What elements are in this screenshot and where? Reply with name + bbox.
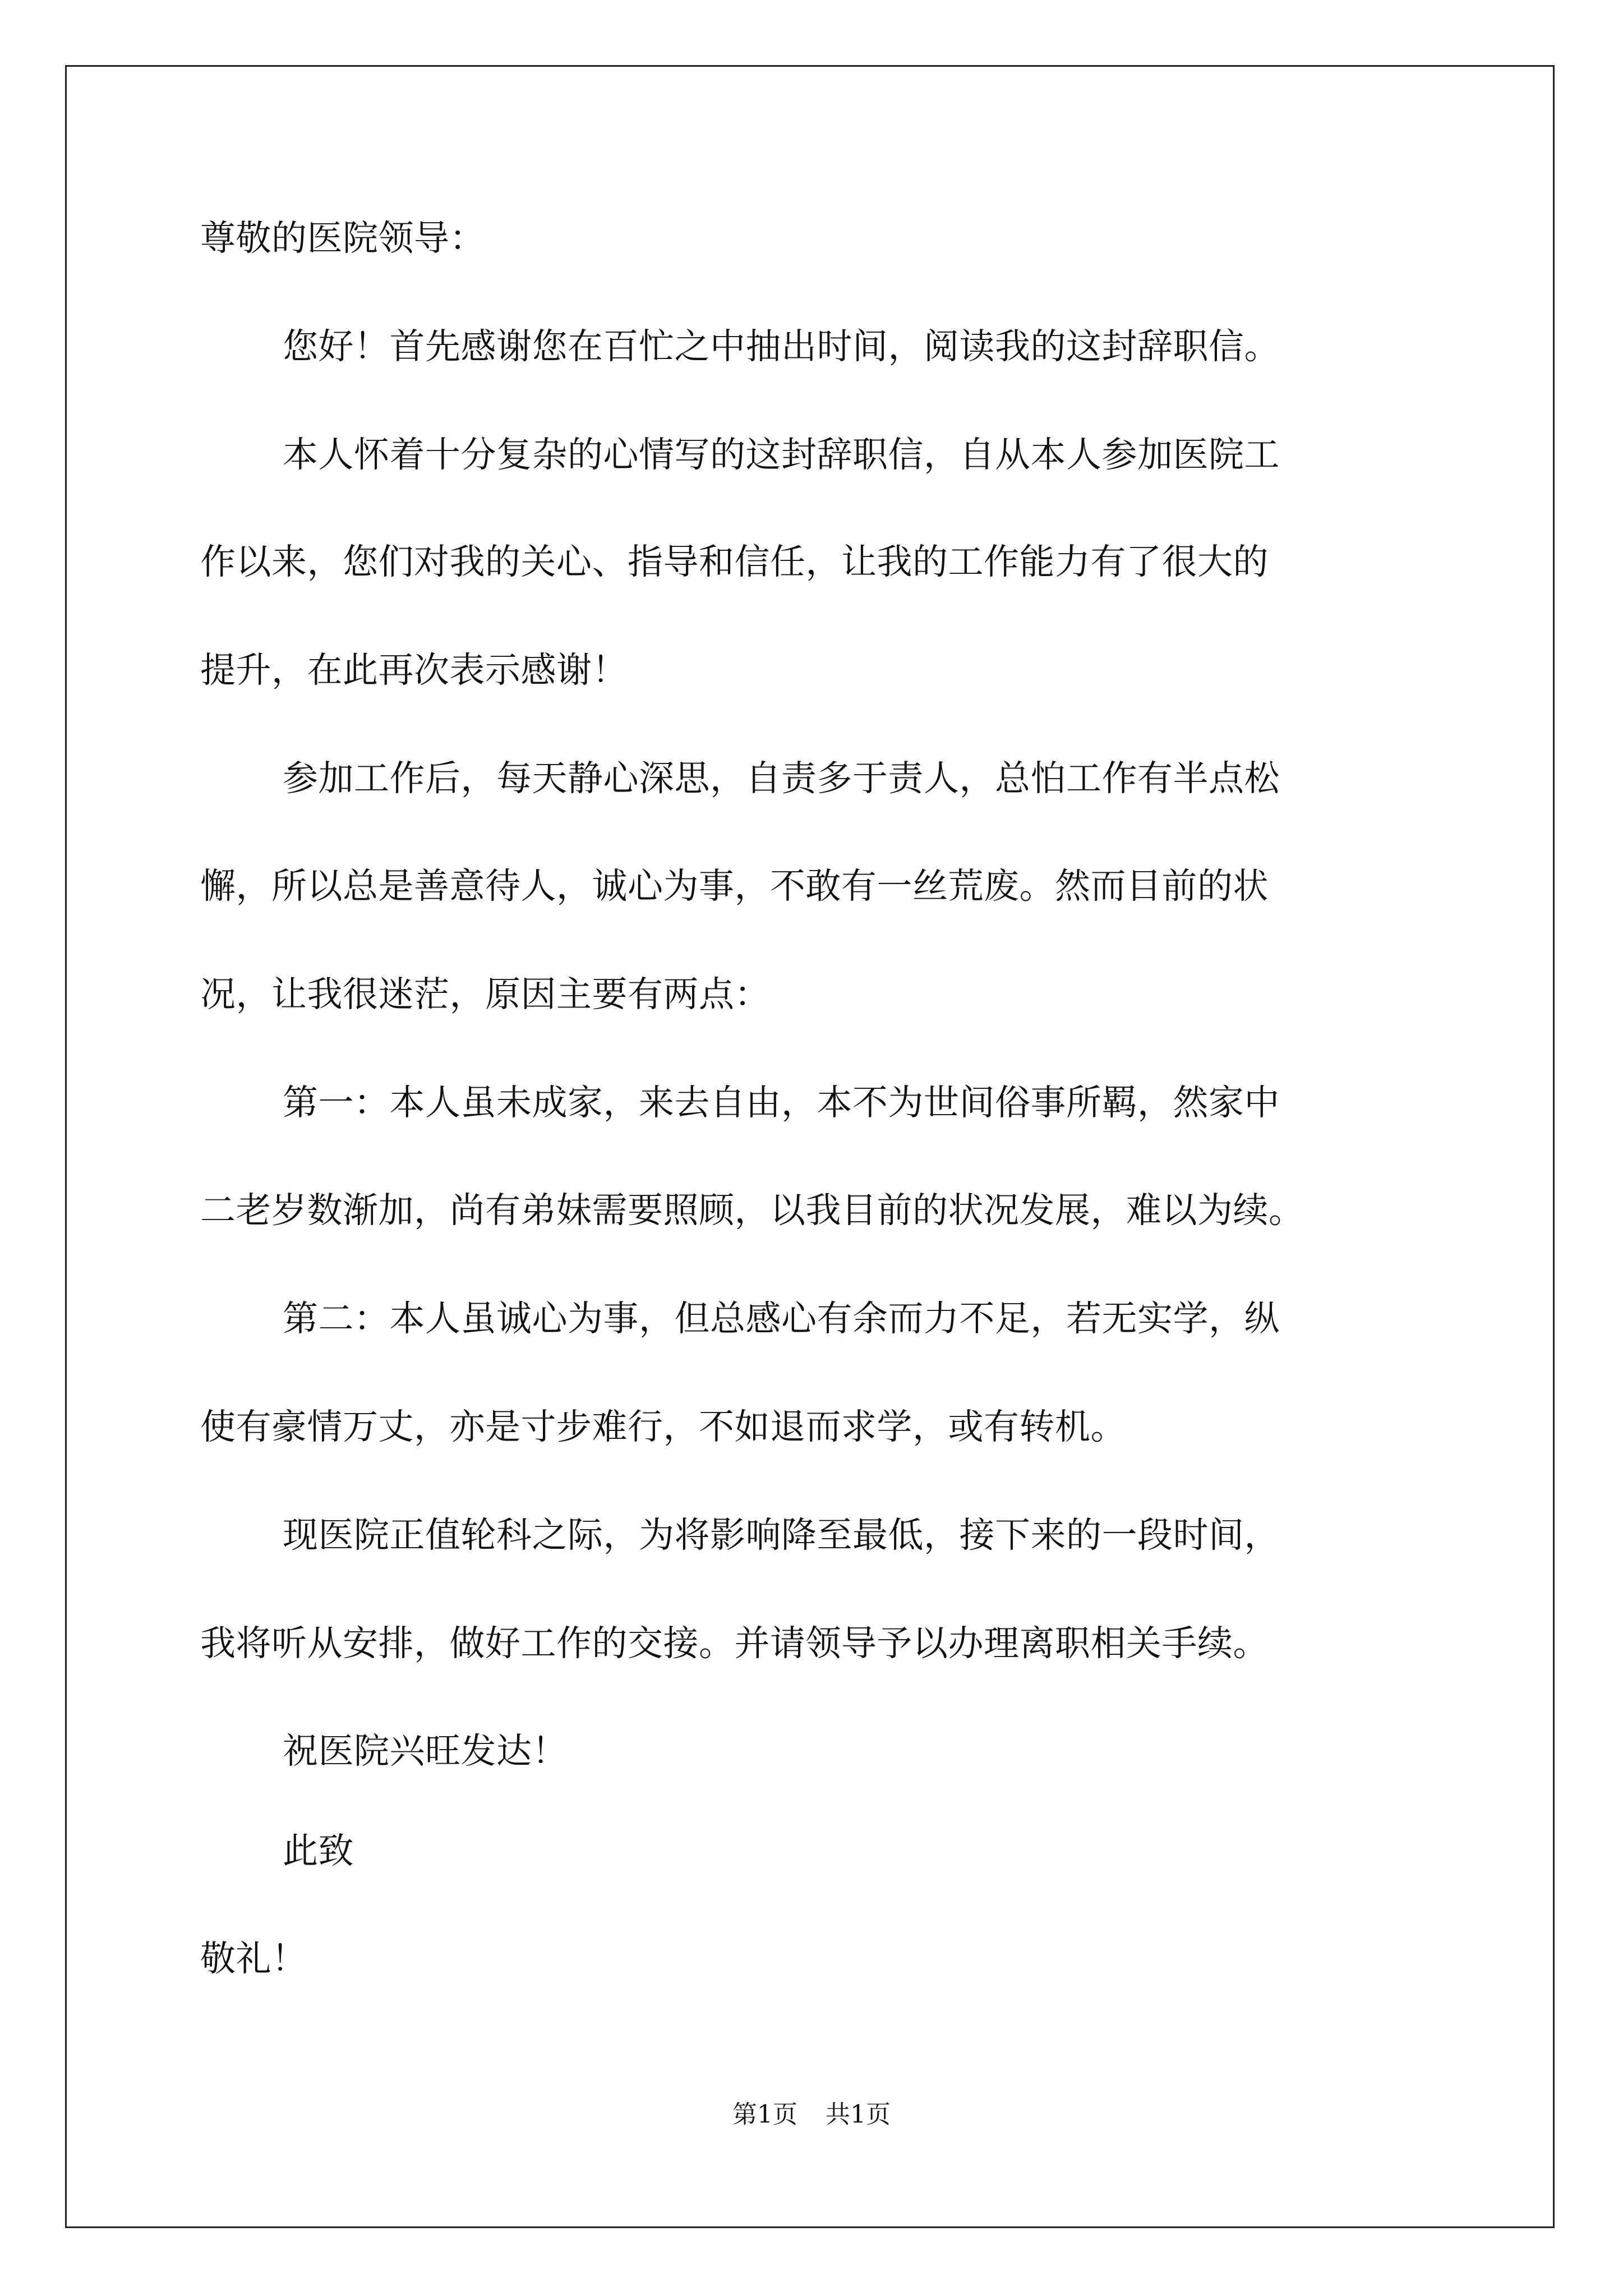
page-border: [65, 65, 1555, 2228]
closing-phrase: 此致: [283, 1830, 354, 1871]
page-footer: [0, 2098, 1623, 2132]
paragraph-line: 提升，在此再次表示感谢！: [200, 650, 628, 691]
paragraph-line: 况，让我很迷茫，原因主要有两点：: [200, 974, 770, 1015]
paragraph-line: 二老岁数渐加，尚有弟妹需要照顾，以我目前的状况发展，难以为续。: [200, 1190, 1304, 1231]
salutation: 尊敬的医院领导：: [200, 218, 485, 259]
closing-salute: 敬礼！: [200, 1938, 307, 1979]
paragraph-line: 第一：本人虽未成家，来去自由，本不为世间俗事所羁，然家中: [283, 1082, 1280, 1123]
page-number: 第1页: [732, 2100, 797, 2129]
paragraph-line: 作以来，您们对我的关心、指导和信任，让我的工作能力有了很大的: [200, 541, 1269, 582]
page-total: 共1页: [826, 2100, 891, 2129]
paragraph-line: 现医院正值轮科之际，为将影响降至最低，接下来的一段时间，: [283, 1515, 1280, 1556]
paragraph-line: 懈，所以总是善意待人，诚心为事，不敢有一丝荒废。然而目前的状: [200, 866, 1269, 907]
paragraph-line: 第二：本人虽诚心为事，但总感心有余而力不足，若无实学，纵: [283, 1298, 1280, 1339]
paragraph-line: 您好！首先感谢您在百忙之中抽出时间，阅读我的这封辞职信。: [283, 326, 1280, 367]
paragraph-line: 使有豪情万丈，亦是寸步难行，不如退而求学，或有转机。: [200, 1406, 1126, 1447]
paragraph-line: 我将听从安排，做好工作的交接。并请领导予以办理离职相关手续。: [200, 1623, 1269, 1664]
closing-wish: 祝医院兴旺发达！: [283, 1731, 568, 1772]
paragraph-line: 参加工作后，每天静心深思，自责多于责人，总怕工作有半点松: [283, 758, 1280, 799]
paragraph-line: 本人怀着十分复杂的心情写的这封辞职信，自从本人参加医院工: [283, 434, 1280, 475]
